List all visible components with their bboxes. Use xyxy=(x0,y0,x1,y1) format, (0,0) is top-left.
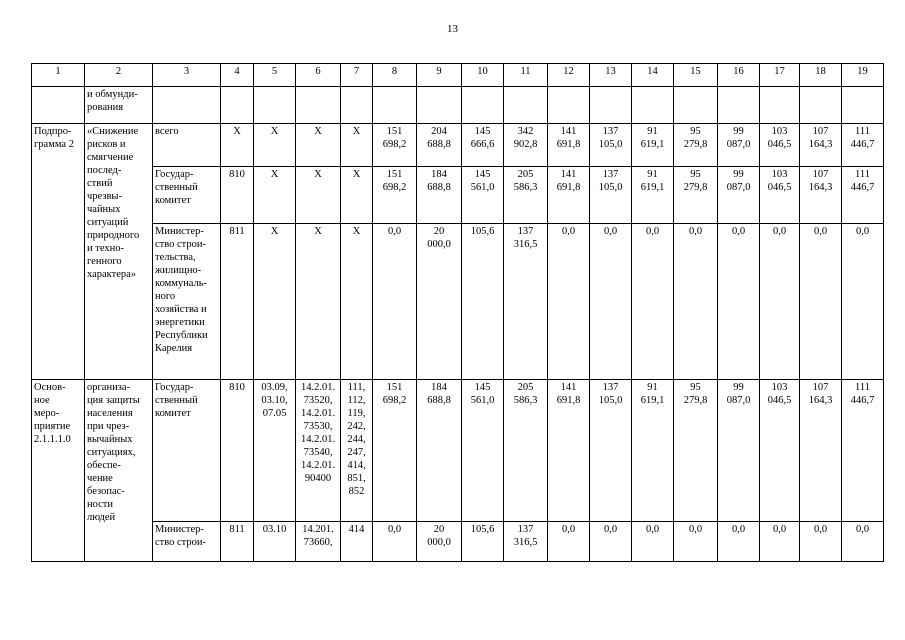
value-col-19: 111 446,7 xyxy=(842,124,884,167)
value-col-14: 91 619,1 xyxy=(632,167,674,224)
cell-col4 xyxy=(221,87,254,124)
value-col-13: 137 105,0 xyxy=(590,124,632,167)
cell-col13 xyxy=(590,87,632,124)
cell-col5 xyxy=(254,87,296,124)
value-col-16: 0,0 xyxy=(718,224,760,380)
value-col-18: 0,0 xyxy=(800,224,842,380)
cell-col3 xyxy=(153,87,221,124)
header-row xyxy=(32,64,884,87)
value-col-18: 0,0 xyxy=(800,522,842,562)
csr-cell: 14.2.01. 73520, 14.2.01. 73530, 14.2.01. 73540, 14.2.01. 90400 xyxy=(296,380,341,522)
subprogram-row-2 xyxy=(32,167,884,224)
value-col-11: 205 586,3 xyxy=(504,380,548,522)
value-col-10: 145 666,6 xyxy=(462,124,504,167)
executor-cell: Государ- ственный комитет xyxy=(153,380,221,522)
header-cell-17: 17 xyxy=(760,64,800,87)
value-col-9: 20 000,0 xyxy=(417,522,462,562)
value-col-17: 0,0 xyxy=(760,224,800,380)
header-cell-2: 2 xyxy=(85,64,153,87)
vr-cell: 414 xyxy=(341,522,373,562)
executor-cell: всего xyxy=(153,124,221,167)
vr-cell: 111, 112, 119, 242, 244, 247, 414, 851, 852 xyxy=(341,380,373,522)
header-cell-6: 6 xyxy=(296,64,341,87)
csr-cell: X xyxy=(296,167,341,224)
vr-cell: X xyxy=(341,224,373,380)
value-col-12: 0,0 xyxy=(548,522,590,562)
value-col-17: 103 046,5 xyxy=(760,380,800,522)
value-col-16: 99 087,0 xyxy=(718,167,760,224)
value-col-11: 137 316,5 xyxy=(504,224,548,380)
value-col-10: 145 561,0 xyxy=(462,380,504,522)
header-cell-14: 14 xyxy=(632,64,674,87)
executor-cell: Министер- ство строи- xyxy=(153,522,221,562)
activity-title: организа- ция защиты населения при чрез- вычайных ситуациях, обеспе- чение безопас- ности людей xyxy=(85,380,153,562)
value-col-9: 184 688,8 xyxy=(417,380,462,522)
value-col-12: 141 691,8 xyxy=(548,167,590,224)
vr-cell: X xyxy=(341,167,373,224)
grbs-cell: 811 xyxy=(221,224,254,380)
value-col-11: 137 316,5 xyxy=(504,522,548,562)
value-col-8: 151 698,2 xyxy=(373,380,417,522)
value-col-8: 151 698,2 xyxy=(373,124,417,167)
value-col-13: 137 105,0 xyxy=(590,167,632,224)
cell-col2: и обмунди- рования xyxy=(85,87,153,124)
value-col-12: 141 691,8 xyxy=(548,380,590,522)
value-col-14: 0,0 xyxy=(632,522,674,562)
header-cell-10: 10 xyxy=(462,64,504,87)
activity-code: Основ- ное меро- приятие 2.1.1.1.0 xyxy=(32,380,85,562)
value-col-12: 0,0 xyxy=(548,224,590,380)
cell-col15 xyxy=(674,87,718,124)
cell-col7 xyxy=(341,87,373,124)
subprogram-code: Подпро- грамма 2 xyxy=(32,124,85,380)
header-cell-7: 7 xyxy=(341,64,373,87)
cell-col14 xyxy=(632,87,674,124)
cell-col16 xyxy=(718,87,760,124)
rzpr-cell: X xyxy=(254,224,296,380)
value-col-19: 0,0 xyxy=(842,522,884,562)
activity-row-2 xyxy=(32,522,884,562)
value-col-16: 99 087,0 xyxy=(718,380,760,522)
csr-cell: X xyxy=(296,124,341,167)
rzpr-cell: X xyxy=(254,167,296,224)
cell-col11 xyxy=(504,87,548,124)
grbs-cell: X xyxy=(221,124,254,167)
header-cell-3: 3 xyxy=(153,64,221,87)
grbs-cell: 810 xyxy=(221,167,254,224)
value-col-18: 107 164,3 xyxy=(800,167,842,224)
value-col-18: 107 164,3 xyxy=(800,380,842,522)
value-col-16: 0,0 xyxy=(718,522,760,562)
value-col-15: 95 279,8 xyxy=(674,167,718,224)
cell-col10 xyxy=(462,87,504,124)
value-col-10: 105,6 xyxy=(462,224,504,380)
value-col-10: 145 561,0 xyxy=(462,167,504,224)
header-cell-11: 11 xyxy=(504,64,548,87)
executor-cell: Государ- ственный комитет xyxy=(153,167,221,224)
header-cell-16: 16 xyxy=(718,64,760,87)
cell-col8 xyxy=(373,87,417,124)
header-cell-13: 13 xyxy=(590,64,632,87)
cell-col9 xyxy=(417,87,462,124)
subprogram-title: «Снижение рисков и смягчение послед- ствий чрезвы- чайных ситуаций природного и техно- генного характера» xyxy=(85,124,153,380)
header-cell-9: 9 xyxy=(417,64,462,87)
header-cell-5: 5 xyxy=(254,64,296,87)
budget-table xyxy=(31,63,884,562)
value-col-10: 105,6 xyxy=(462,522,504,562)
value-col-17: 0,0 xyxy=(760,522,800,562)
value-col-19: 111 446,7 xyxy=(842,167,884,224)
grbs-cell: 810 xyxy=(221,380,254,522)
value-col-9: 20 000,0 xyxy=(417,224,462,380)
rzpr-cell: X xyxy=(254,124,296,167)
cell-col17 xyxy=(760,87,800,124)
header-cell-8: 8 xyxy=(373,64,417,87)
value-col-17: 103 046,5 xyxy=(760,124,800,167)
value-col-8: 0,0 xyxy=(373,224,417,380)
value-col-9: 184 688,8 xyxy=(417,167,462,224)
executor-cell: Министер- ство строи- тельства, жилищно- коммуналь- ного хозяйства и энергетики Республики Карелия xyxy=(153,224,221,380)
grbs-cell: 811 xyxy=(221,522,254,562)
value-col-12: 141 691,8 xyxy=(548,124,590,167)
cell-col6 xyxy=(296,87,341,124)
header-cell-19: 19 xyxy=(842,64,884,87)
cell-col19 xyxy=(842,87,884,124)
value-col-8: 0,0 xyxy=(373,522,417,562)
continuation-row xyxy=(32,87,884,124)
header-cell-15: 15 xyxy=(674,64,718,87)
value-col-13: 0,0 xyxy=(590,522,632,562)
subprogram-row-3 xyxy=(32,224,884,380)
activity-row-1 xyxy=(32,380,884,522)
subprogram-row-1 xyxy=(32,124,884,167)
value-col-15: 95 279,8 xyxy=(674,380,718,522)
value-col-14: 0,0 xyxy=(632,224,674,380)
header-cell-1: 1 xyxy=(32,64,85,87)
value-col-15: 0,0 xyxy=(674,224,718,380)
value-col-13: 137 105,0 xyxy=(590,380,632,522)
csr-cell: 14.201. 73660, xyxy=(296,522,341,562)
value-col-11: 205 586,3 xyxy=(504,167,548,224)
value-col-9: 204 688,8 xyxy=(417,124,462,167)
value-col-17: 103 046,5 xyxy=(760,167,800,224)
value-col-19: 0,0 xyxy=(842,224,884,380)
value-col-15: 95 279,8 xyxy=(674,124,718,167)
value-col-16: 99 087,0 xyxy=(718,124,760,167)
value-col-18: 107 164,3 xyxy=(800,124,842,167)
cell-col1 xyxy=(32,87,85,124)
rzpr-cell: 03.09, 03.10, 07.05 xyxy=(254,380,296,522)
value-col-15: 0,0 xyxy=(674,522,718,562)
vr-cell: X xyxy=(341,124,373,167)
value-col-14: 91 619,1 xyxy=(632,124,674,167)
value-col-11: 342 902,8 xyxy=(504,124,548,167)
value-col-14: 91 619,1 xyxy=(632,380,674,522)
cell-col12 xyxy=(548,87,590,124)
csr-cell: X xyxy=(296,224,341,380)
header-cell-12: 12 xyxy=(548,64,590,87)
rzpr-cell: 03.10 xyxy=(254,522,296,562)
value-col-19: 111 446,7 xyxy=(842,380,884,522)
cell-col18 xyxy=(800,87,842,124)
header-cell-18: 18 xyxy=(800,64,842,87)
header-cell-4: 4 xyxy=(221,64,254,87)
value-col-8: 151 698,2 xyxy=(373,167,417,224)
page-number: 13 xyxy=(447,23,458,35)
value-col-13: 0,0 xyxy=(590,224,632,380)
